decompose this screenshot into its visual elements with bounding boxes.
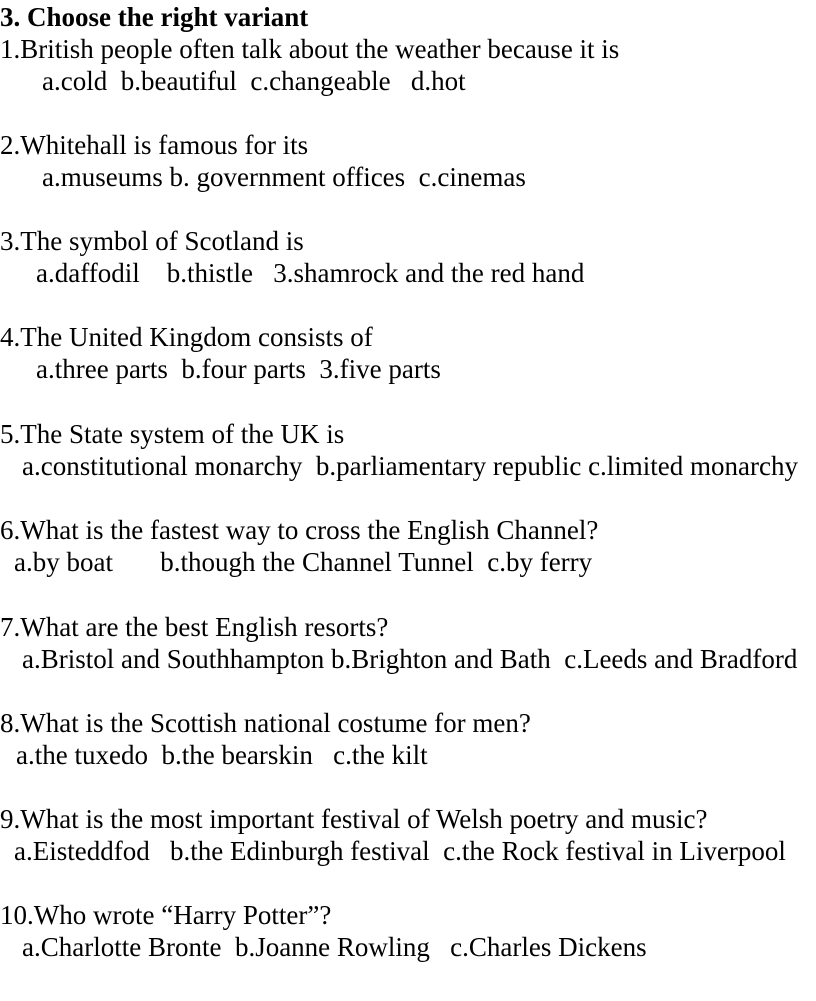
options-2: a.museums b. government offices c.cinemas <box>42 162 526 192</box>
question-8: 8.What is the Scottish national costume for men? <box>0 708 531 738</box>
question-1: 1.British people often talk about the weather because it is <box>0 34 620 64</box>
options-6: a.by boat b.though the Channel Tunnel c.by ferry <box>14 547 593 577</box>
question-5: 5.The State system of the UK is <box>0 419 345 449</box>
question-10: 10.Who wrote “Harry Potter”? <box>0 900 332 930</box>
options-9: a.Eisteddfod b.the Edinburgh festival c.the Rock festival in Liverpool <box>14 836 786 866</box>
question-4: 4.The United Kingdom consists of <box>0 322 373 352</box>
question-7: 7.What are the best English resorts? <box>0 612 389 642</box>
options-8: a.the tuxedo b.the bearskin c.the kilt <box>16 740 428 770</box>
question-2: 2.Whitehall is famous for its <box>0 130 309 160</box>
options-1: a.cold b.beautiful c.changeable d.hot <box>42 66 466 96</box>
options-4: a.three parts b.four parts 3.five parts <box>36 354 441 384</box>
options-5: a.constitutional monarchy b.parliamentary republic c.limited monarchy <box>22 451 798 481</box>
options-10: a.Charlotte Bronte b.Joanne Rowling c.Charles Dickens <box>22 932 647 962</box>
exercise-heading: 3. Choose the right variant <box>0 2 309 32</box>
options-7: a.Bristol and Southhampton b.Brighton and Bath c.Leeds and Bradford <box>22 644 798 674</box>
options-3: a.daffodil b.thistle 3.shamrock and the red hand <box>36 258 585 288</box>
question-3: 3.The symbol of Scotland is <box>0 226 304 256</box>
question-9: 9.What is the most important festival of Welsh poetry and music? <box>0 804 708 834</box>
question-6: 6.What is the fastest way to cross the English Channel? <box>0 515 599 545</box>
